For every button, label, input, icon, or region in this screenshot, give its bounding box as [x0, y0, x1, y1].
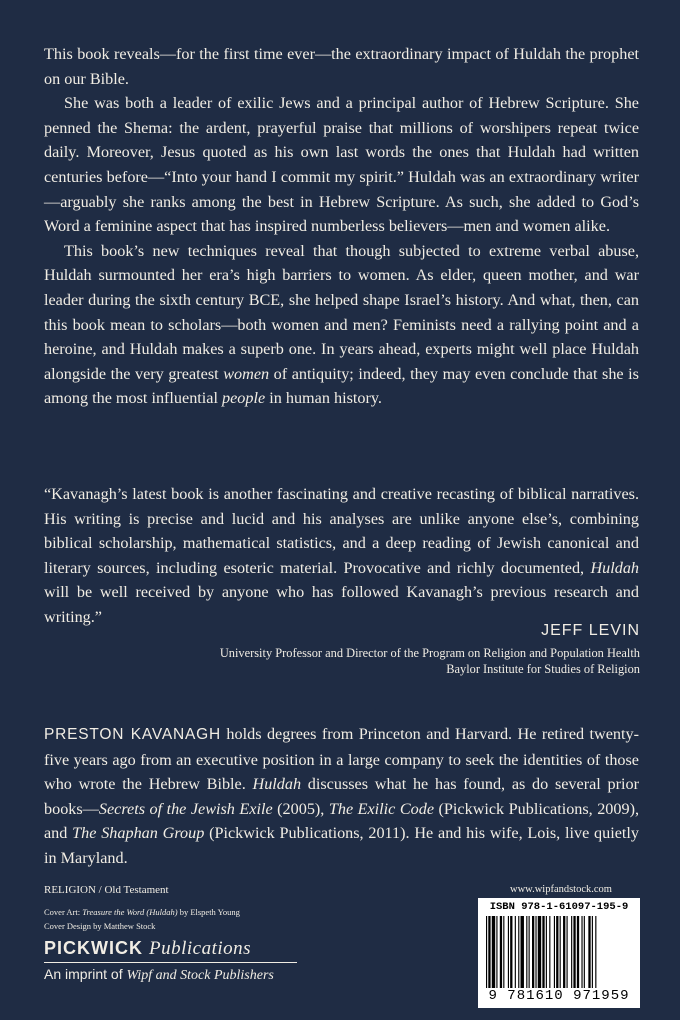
- credit-text: by Elspeth Young: [177, 907, 240, 917]
- author-bio: [44, 722, 639, 871]
- barcode-bar: [529, 916, 530, 988]
- barcode-bar: [486, 916, 487, 988]
- publisher-logo: [44, 938, 251, 960]
- barcode-bar: [510, 916, 512, 988]
- barcode-bar: [496, 916, 497, 988]
- credit-text: Cover Art:: [44, 907, 83, 917]
- reviewer-name: JEFF LEVIN: [541, 622, 640, 639]
- logo-divider: [44, 962, 297, 963]
- barcode-bar: [577, 916, 579, 988]
- barcode-bar: [518, 916, 519, 988]
- bio-emphasis: The Shaphan Group: [72, 824, 205, 843]
- blurb-text: This book’s new techniques reveal that though subjected to extreme verbal abuse, Huldah surmounted her era’s high barriers to women. As elder, queen mother, and war leader during the sixth century BCE, she helped shape Israel’s history. And what, then, can this book mean to scholars—both women and men? Feminists need a rallying point and a heroine, and Huldah makes a superb one. In years ahead, experts might well place Huldah alongside the very greatest: [44, 241, 639, 383]
- barcode-bar: [532, 916, 534, 988]
- bio-text: (Pickwick Publications, 2009), and: [44, 799, 640, 843]
- barcode-bar: [584, 916, 585, 988]
- barcode-bar: [549, 916, 550, 988]
- barcode-bars: [484, 916, 634, 988]
- barcode-bar: [542, 916, 544, 988]
- imprint-text: An imprint of: [44, 966, 127, 982]
- review-quote: [44, 482, 639, 630]
- category-label: RELIGION / Old Testament: [44, 884, 169, 896]
- bio-text: holds degrees from Princeton and Harvard. He retired twenty-five years ago from an executive position in a large company to seek the identities of those who wrote the Hebrew Bible.: [44, 725, 639, 794]
- book-blurb: [44, 42, 639, 411]
- barcode-bar: [546, 916, 547, 988]
- blurb-paragraph-1: This book reveals—for the first time ever—the extraordinary impact of Huldah the prophet on our Bible.: [44, 45, 639, 88]
- blurb-emphasis: women: [223, 364, 270, 383]
- barcode-bar: [588, 916, 590, 988]
- cover-art-title: Treasure the Word (Huldah): [82, 907, 178, 917]
- blurb-text: in human history.: [265, 389, 382, 408]
- quote-emphasis: Huldah: [590, 558, 639, 577]
- cover-design-credit: Cover Design by Matthew Stock: [44, 921, 156, 931]
- reviewer-title-line: Baylor Institute for Studies of Religion: [446, 662, 640, 676]
- blurb-emphasis: people: [222, 389, 266, 408]
- barcode-bar: [581, 916, 582, 988]
- reviewer-title: [220, 645, 640, 677]
- author-name: PRESTON KAVANAGH: [44, 726, 221, 743]
- barcode-digits: 9 781610 971959: [488, 988, 630, 1004]
- barcode-bar: [535, 916, 536, 988]
- bio-text: (Pickwick Publications, 2011). He and his wife, Lois, live quietly in Maryland.: [44, 824, 640, 867]
- barcode-bar: [595, 916, 596, 988]
- barcode-bar: [521, 916, 524, 988]
- bio-emphasis: Secrets of the Jewish Exile: [98, 799, 273, 818]
- blurb-paragraph-2: She was both a leader of exilic Jews and a principal author of Hebrew Scripture. She penned the Shema: the ardent, prayerful praise that millions of worshipers repeat twice daily. Moreover, Jesus quoted as his own last words the ones that Huldah had written centuries before—“Into your hand I commit my spirit.” Huldah was an extraordinary writer—arguably she ranks among the best in Hebrew Scripture. As such, she added to God’s Word a feminine aspect that has inspired numberless believers—men and women alike.: [44, 94, 639, 236]
- barcode-bar: [592, 916, 593, 988]
- imprint-line: [44, 966, 274, 984]
- barcode-bar: [515, 916, 516, 988]
- bio-text: discusses what he has found, as do several prior books—: [44, 775, 639, 818]
- reviewer-title-line: University Professor and Director of the Program on Religion and Population Health: [219, 646, 640, 660]
- barcode-bar: [567, 916, 568, 988]
- quote-text: will be well received by anyone who has followed Kavanagh’s previous research and writing.”: [44, 583, 639, 626]
- barcode-bar: [563, 916, 565, 988]
- barcode-bar: [556, 916, 558, 988]
- barcode-bar: [492, 916, 495, 988]
- barcode-bar: [571, 916, 572, 988]
- blurb-text: of antiquity; indeed, they may even conclude that she is among the most influential: [44, 364, 639, 408]
- publisher-word: Publications: [149, 938, 252, 959]
- publisher-name: PICKWICK: [44, 938, 143, 958]
- barcode-bar: [560, 916, 561, 988]
- barcode-bar: [526, 916, 527, 988]
- barcode-bar: [554, 916, 555, 988]
- website-url[interactable]: www.wipfandstock.com: [510, 884, 612, 895]
- barcode-bar: [538, 916, 541, 988]
- barcode-bar: [503, 916, 504, 988]
- imprint-publisher: Wipf and Stock Publishers: [126, 968, 274, 983]
- bio-text: (2005),: [272, 799, 329, 818]
- bio-emphasis: The Exilic Code: [328, 799, 435, 818]
- quote-text: “Kavanagh’s latest book is another fascinating and creative recasting of biblical narratives. His writing is precise and lucid and his analyses are unlike anyone else’s, combining biblical scholarship, mathematical statistics, and a deep reading of Jewish canonical and literary sources, including esoteric material. Provocative and richly documented,: [44, 485, 639, 577]
- barcode-bar: [488, 916, 490, 988]
- isbn-number: ISBN 978-1-61097-195-9: [489, 901, 629, 913]
- author-bio-text: [44, 722, 639, 871]
- barcode-bar: [573, 916, 575, 988]
- bio-emphasis: Huldah: [252, 775, 302, 794]
- barcode-bar: [508, 916, 509, 988]
- isbn-barcode: [478, 898, 640, 1008]
- blurb-paragraph-3: [44, 239, 639, 411]
- cover-art-credit: [44, 906, 240, 919]
- barcode-bar: [500, 916, 502, 988]
- review-text: [44, 482, 639, 630]
